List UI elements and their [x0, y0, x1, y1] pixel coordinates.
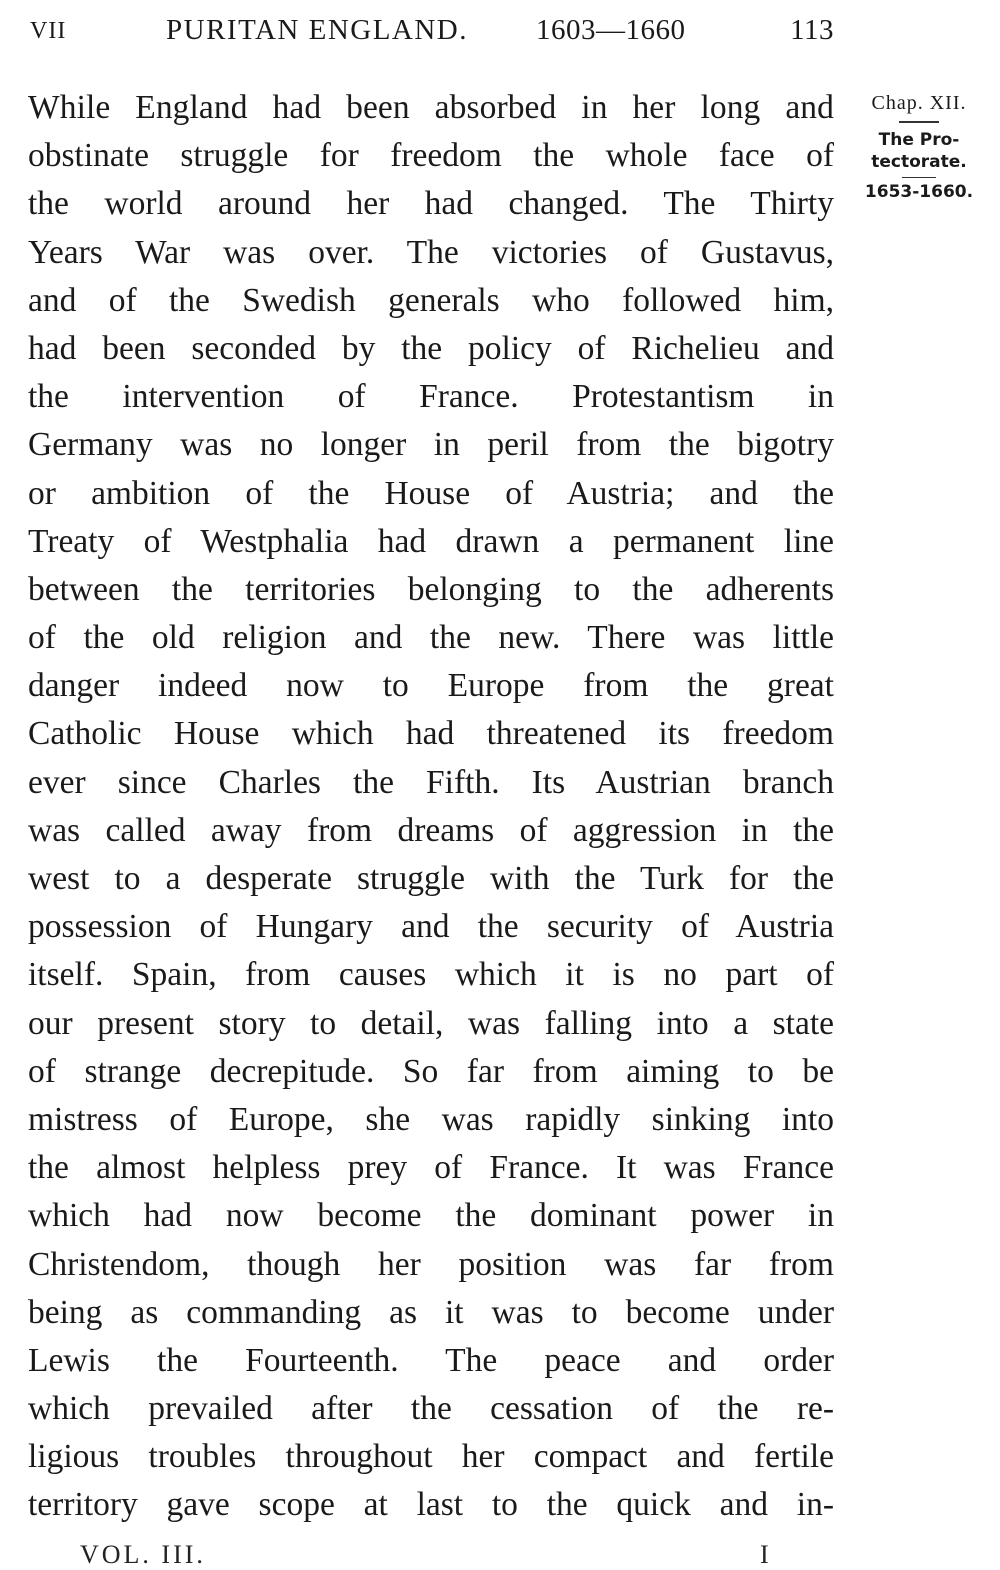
text-line: of strange decrepitude. So far from aiming to be — [28, 1052, 834, 1090]
side-note-topic-line: The Pro- — [878, 130, 960, 150]
text-line: territory gave scope at last to the quick and in- — [28, 1486, 834, 1524]
page-number: 113 — [790, 14, 834, 46]
text-line: the almost helpless prey of France. It was France — [28, 1149, 834, 1187]
text-line: Catholic House which had threatened its freedom — [28, 715, 834, 753]
text-line: Germany was no longer in peril from the bigotry — [28, 426, 834, 464]
text-line: Years War was over. The victories of Gustavus, — [28, 233, 834, 271]
side-note-divider — [899, 121, 939, 123]
text-line: being as commanding as it was to become under — [28, 1293, 834, 1331]
text-line: of the old religion and the new. There was little — [28, 619, 834, 657]
side-note-divider — [902, 177, 936, 178]
text-line: or ambition of the House of Austria; and the — [28, 474, 834, 512]
printer-signature — [60, 1540, 880, 1569]
text-line: the world around her had changed. The Thirty — [28, 185, 834, 223]
text-line: Treaty of Westphalia had drawn a permanent line — [28, 522, 834, 560]
text-line: possession of Hungary and the security of Austria — [28, 908, 834, 946]
text-line: ligious troubles throughout her compact and fertile — [28, 1438, 834, 1476]
text-line: Lewis the Fourteenth. The peace and order — [28, 1341, 834, 1379]
running-header — [30, 14, 838, 54]
text-line: the intervention of France. Protestantism in — [28, 378, 834, 416]
side-note-dates: 1653-1660. — [864, 182, 974, 202]
text-line: mistress of Europe, she was rapidly sinking into — [28, 1100, 834, 1138]
text-line: which prevailed after the cessation of the re- — [28, 1390, 834, 1428]
text-line: which had now become the dominant power in — [28, 1197, 834, 1235]
side-note-topic-line: tectorate. — [871, 152, 967, 172]
signature-mark: I — [760, 1540, 769, 1569]
text-line: danger indeed now to Europe from the great — [28, 667, 834, 705]
body-text — [28, 84, 834, 1530]
header-dates: 1603—1660 — [536, 14, 686, 46]
text-line: and of the Swedish generals who followed him, — [28, 281, 834, 319]
chapter-numeral: VII — [30, 18, 67, 44]
text-line: was called away from dreams of aggression in the — [28, 811, 834, 849]
signature-volume: VOL. III. — [80, 1540, 206, 1569]
side-note-chapter: Chap. XII. — [871, 92, 967, 114]
text-line: Christendom, though her position was far from — [28, 1245, 834, 1283]
text-line: itself. Spain, from causes which it is no part of — [28, 956, 834, 994]
text-line: ever since Charles the Fifth. Its Austrian branch — [28, 763, 834, 801]
side-notes — [852, 92, 986, 202]
text-line: obstinate struggle for freedom the whole face of — [28, 137, 834, 175]
text-line: While England had been absorbed in her long and — [28, 89, 834, 126]
text-line: our present story to detail, was falling into a state — [28, 1004, 834, 1042]
text-line: between the territories belonging to the adherents — [28, 570, 834, 608]
text-line: had been seconded by the policy of Richelieu and — [28, 329, 834, 367]
text-line: west to a desperate struggle with the Turk for the — [28, 860, 834, 897]
book-title: PURITAN ENGLAND. — [166, 14, 468, 46]
